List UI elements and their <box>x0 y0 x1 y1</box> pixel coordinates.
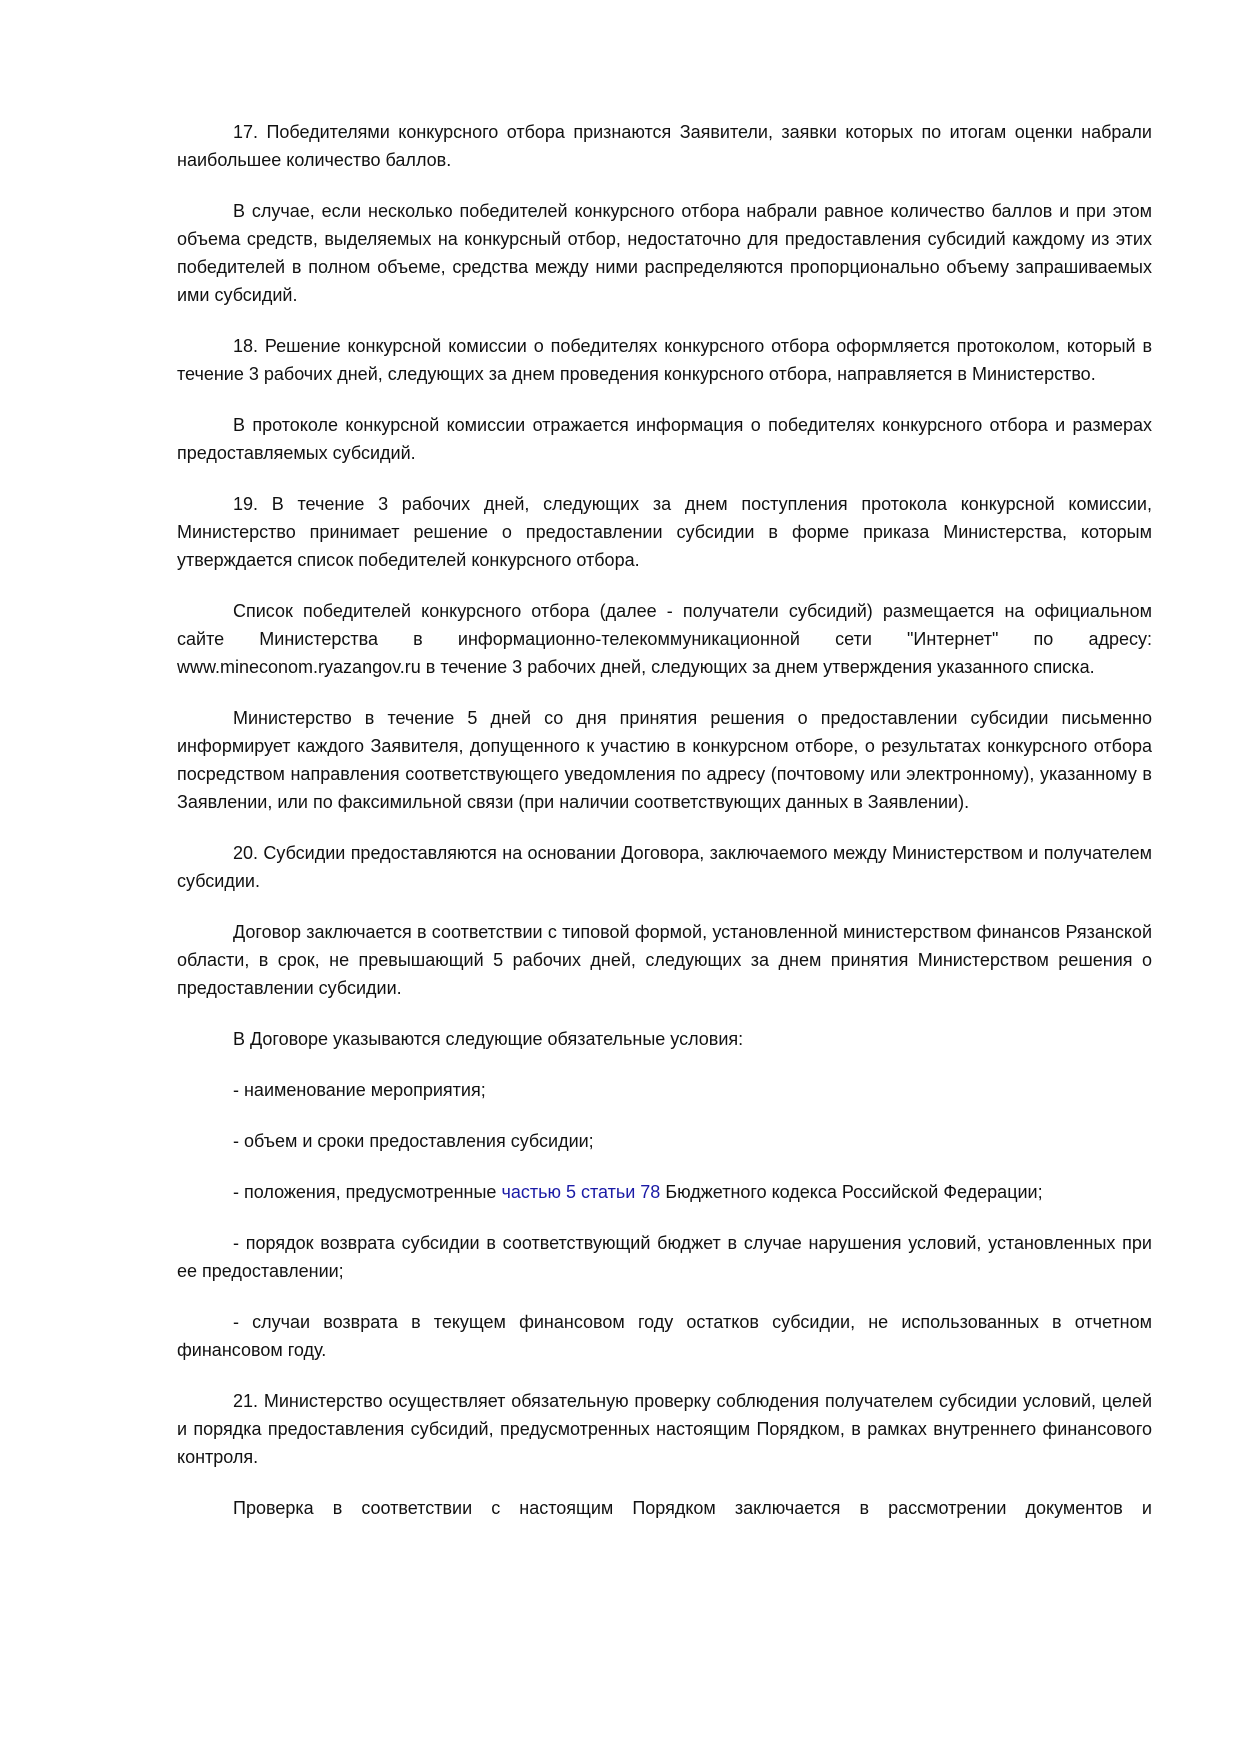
paragraph: - наименование мероприятия; <box>233 1080 486 1100</box>
paragraph: 17. Победителями конкурсного отбора признаются Заявители, заявки которых по итогам оценки набрали наибольшее количество баллов. <box>177 122 1152 170</box>
paragraph: 19. В течение 3 рабочих дней, следующих за днем поступления протокола конкурсной комиссии, Министерство принимает решение о предоставлении субсидии в форме приказа Министерства, которым утверждается список победителей конкурсного отбора. <box>177 494 1152 570</box>
paragraph: - порядок возврата субсидии в соответствующий бюджет в случае нарушения условий, установленных при ее предоставлении; <box>177 1233 1152 1281</box>
paragraph-truncated: Проверка в соответствии с настоящим Порядком заключается в рассмотрении документов и <box>233 1498 1152 1518</box>
paragraph: Министерство в течение 5 дней со дня принятия решения о предоставлении субсидии письменно информирует каждого Заявителя, допущенного к участию в конкурсном отборе, о результатах конкурсного отбора посредством направления соответствующего уведомления по адресу (почтовому или электронному), указанному в Заявлении, или по факсимильной связи (при наличии соответствующих данных в Заявлении). <box>177 708 1152 812</box>
paragraph: 21. Министерство осуществляет обязательную проверку соблюдения получателем субсидии условий, целей и порядка предоставления субсидий, предусмотренных настоящим Порядком, в рамках внутреннего финансового контроля. <box>177 1391 1152 1467</box>
paragraph: Список победителей конкурсного отбора (далее - получатели субсидий) размещается на официальном сайте Министерства в информационно-телекоммуникационной сети "Интернет" по адресу: www.mineconom.ryazangov.ru в течение 3 рабочих дней, следующих за днем утверждения указанного списка. <box>177 601 1152 677</box>
text: - положения, предусмотренные <box>233 1182 502 1202</box>
document-page <box>177 118 1152 1545</box>
budget-code-link[interactable]: частью 5 статьи 78 <box>501 1182 661 1202</box>
paragraph: - объем и сроки предоставления субсидии; <box>233 1131 594 1151</box>
paragraph: - случаи возврата в текущем финансовом году остатков субсидии, не использованных в отчетном финансовом году. <box>177 1312 1152 1360</box>
paragraph: Договор заключается в соответствии с типовой формой, установленной министерством финансов Рязанской области, в срок, не превышающий 5 рабочих дней, следующих за днем принятия Министерством решения о предоставлении субсидии. <box>177 922 1152 998</box>
paragraph: В Договоре указываются следующие обязательные условия: <box>233 1029 744 1049</box>
paragraph: В протоколе конкурсной комиссии отражается информация о победителях конкурсного отбора и размерах предоставляемых субсидий. <box>177 415 1152 463</box>
paragraph: В случае, если несколько победителей конкурсного отбора набрали равное количество баллов и при этом объема средств, выделяемых на конкурсный отбор, недостаточно для предоставления субсидий каждому из этих победителей в полном объеме, средства между ними распределяются пропорционально объему запрашиваемых ими субсидий. <box>177 201 1152 305</box>
paragraph: 18. Решение конкурсной комиссии о победителях конкурсного отбора оформляется протоколом, который в течение 3 рабочих дней, следующих за днем проведения конкурсного отбора, направляется в Министерство. <box>177 336 1152 384</box>
paragraph-with-link <box>177 1178 1152 1206</box>
paragraph: 20. Субсидии предоставляются на основании Договора, заключаемого между Министерством и получателем субсидии. <box>177 843 1152 891</box>
text: Бюджетного кодекса Российской Федерации; <box>660 1182 1043 1202</box>
